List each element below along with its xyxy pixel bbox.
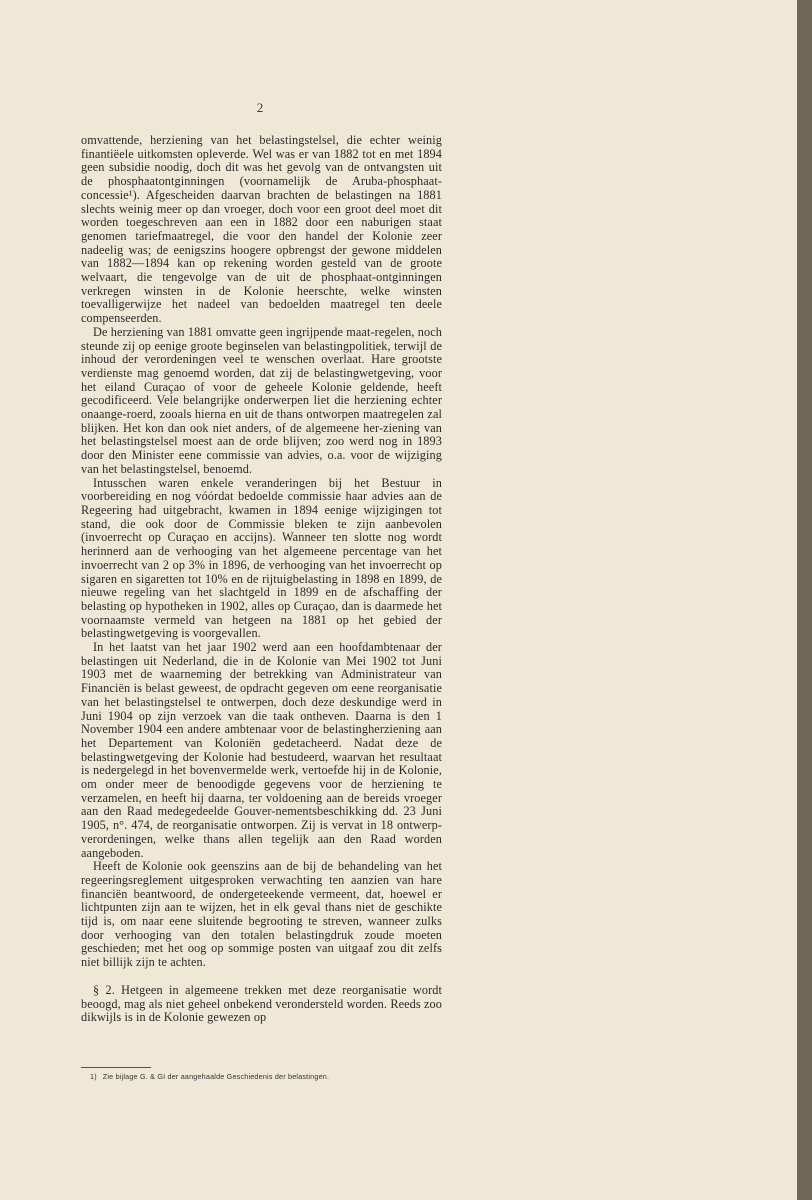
paragraph-3: Intusschen waren enkele veranderingen bij het Bestuur in voorbereiding en nog vóórdat bedoelde commissie haar advies aan de Regeering had uitgebracht, kwamen in 1894 eenige wijzigingen tot stand, die ook door de Commissie bleken te zijn aanbevolen (invoerrecht op Curaçao en accijns). Wanneer ten slotte nog wordt herinnerd aan de verhooging van het algemeene percentage van het invoerrecht van 2 op 3% in 1896, de verhooging van het invoerrecht op sigaren en sigaretten tot 10% en de rijtuigbelasting in 1898 en 1899, de nieuwe regeling van het slachtgeld in 1899 en de afschaffing der belasting op hypotheken in 1902, alles op Curaçao, dan is daarmede het voornaamste vermeld van hetgeen na 1881 op het gebied der belastingwetgeving is voorgevallen. (81, 475, 442, 641)
page-spine-edge (797, 0, 812, 1200)
paragraph-1: omvattende, herziening van het belastingstelsel, die echter weinig finantiëele uitkomsten opleverde. Wel was er van 1882 tot en met 1894 geen subsidie noodig, doch dit was het gevolg van de ontvangsten uit de phosphaatontginningen (voornamelijk de Aruba-phosphaat-concessie¹). Afgescheiden daarvan brachten de belastingen na 1881 slechts weinig meer op dan vroeger, doch voor een groot deel moet dit worden toegeschreven aan een in 1882 door een naburigen staat genomen tariefmaatregel, die voor den handel der Kolonie zeer nadeelig was; de eenigszins hoogere opbrengst der gewone middelen van 1882—1894 kan op rekening worden gesteld van de groote welvaart, die tengevolge van de uit de phosphaat-ontginningen verkregen winsten in de Kolonie heerschte, welke winsten toevalligerwijze het nadeel van bedoelden maatregel ten deele compenseerden. (81, 133, 442, 326)
body-text (81, 134, 442, 1025)
footnote-marker: 1) (90, 1072, 97, 1081)
footnote (90, 1072, 450, 1082)
page-number: 2 (256, 100, 264, 115)
footnote-text: Zie bijlage G. & GI der aangehaalde Geschiedenis der belastingen. (102, 1072, 330, 1081)
paragraph-5: Heeft de Kolonie ook geenszins aan de bij de behandeling van het regeeringsreglement uitgesproken verwachting ten aanzien van hare financiën beantwoord, de ondergeteekende vermeent, dat, hoewel er lichtpunten zijn aan te wijzen, het in elk geval thans niet de geschikte tijd is, om naar eene sluitende begrooting te streven, wanneer zulks door verhooging van den totalen belastingdruk zoude moeten geschieden; met het oog op sommige posten van uitgaaf zou dit zelfs niet billijk zijn te achten. (81, 859, 442, 970)
section-2-paragraph: § 2. Hetgeen in algemeene trekken met deze reorganisatie wordt beoogd, mag als niet geheel onbekend verondersteld worden. Reeds zoo dikwijls is in de Kolonie gewezen op (81, 982, 442, 1025)
paragraph-2: De herziening van 1881 omvatte geen ingrijpende maat-regelen, noch steunde zij op eenige groote beginselen van belastingpolitiek, terwijl de inhoud der verordeningen veel te wenschen overlaat. Hare grootste verdienste mag genoemd worden, dat zij de belastingwetgeving, voor het eiland Curaçao of voor de geheele Kolonie geldende, heeft gecodificeerd. Vele belangrijke onderwerpen liet die herziening echter onaange-roerd, zooals hierna en uit de thans ontworpen maatregelen zal blijken. Het kon dan ook niet anders, of de algemeene her-ziening van het belastingstelsel moest aan de orde blijven; zoo werd nog in 1893 door den Minister eene commissie van advies, o.a. voor de wijziging van het belastingstelsel, benoemd. (81, 324, 442, 476)
paragraph-4: In het laatst van het jaar 1902 werd aan een hoofdambtenaar der belastingen uit Nederland, die in de Kolonie van Mei 1902 tot Juni 1903 met de waarneming der betrekking van Administrateur van Financiën is belast geweest, de opdracht gegeven om eene reorganisatie van het belastingstelsel te ontwerpen, doch deze deskundige werd in Juni 1904 op zijn verzoek van die taak ontheven. Daarna is den 1 November 1904 een andere ambtenaar voor de belastingherziening aan het Departement van Koloniën gedetacheerd. Nadat deze de belastingwetgeving der Kolonie had bestudeerd, waarvan het resultaat is nedergelegd in het bovenvermelde werk, vertoefde hij in de Kolonie, om onder meer de benoodigde gegevens voor de herziening te verzamelen, en heeft hij daarna, ter voldoening aan de bereids vroeger aan den Raad medegedeelde Gouver-nementsbeschikking dd. 23 Juni 1905, n°. 474, de reorganisatie ontworpen. Zij is vervat in 18 ontwerp-verordeningen, welke thans allen tegelijk aan den Raad worden aangeboden. (81, 640, 442, 860)
footnote-rule (81, 1067, 151, 1068)
